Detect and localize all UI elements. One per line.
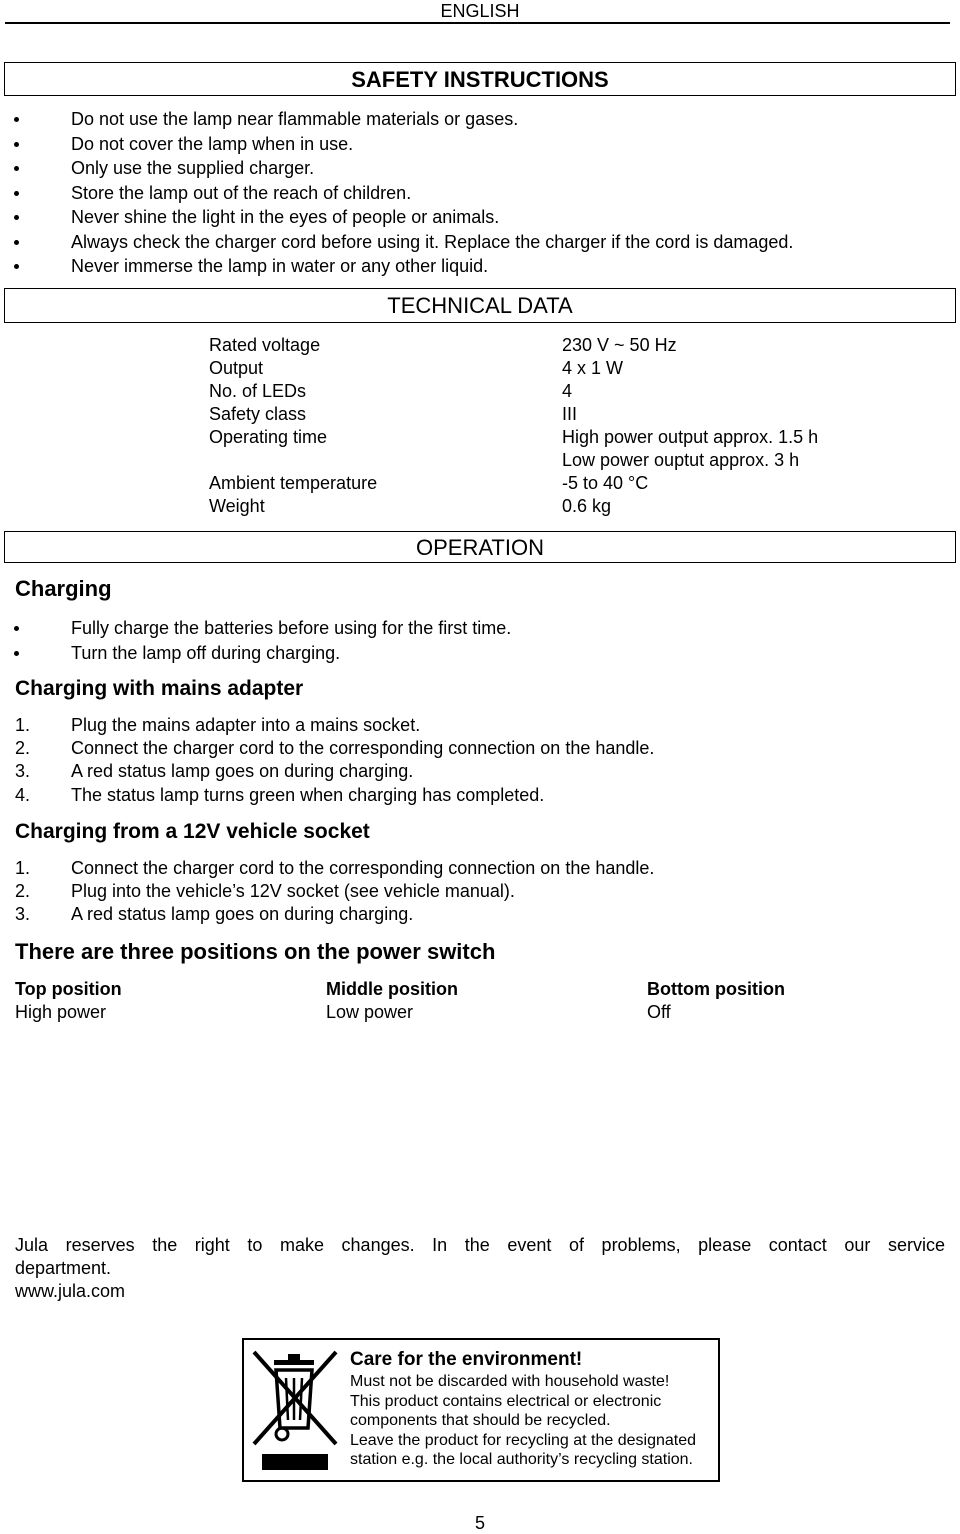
list-item: Turn the lamp off during charging. xyxy=(0,641,511,666)
tech-label: Operating time xyxy=(209,427,328,447)
list-item xyxy=(0,880,654,903)
vehicle-steps xyxy=(0,857,654,927)
safety-title-box xyxy=(4,62,956,96)
list-item xyxy=(0,737,654,760)
footer-line-2: department. xyxy=(15,1258,112,1278)
safety-title: SAFETY INSTRUCTIONS xyxy=(351,67,609,92)
environment-line: components that should be recycled. xyxy=(350,1412,611,1429)
list-item: Always check the charger cord before using it. Replace the charger if the cord is damaged. xyxy=(0,230,793,255)
vehicle-heading: Charging from a 12V vehicle socket xyxy=(15,820,370,843)
environment-line: This product contains electrical or electronic xyxy=(350,1392,662,1410)
list-item: Do not cover the lamp when in use. xyxy=(0,132,793,157)
list-item: Never shine the light in the eyes of people or animals. xyxy=(0,205,793,230)
step-number: 1. xyxy=(15,715,31,735)
environment-line: station e.g. the local authority’s recycling station. xyxy=(350,1451,693,1468)
page-number: 5 xyxy=(474,1513,485,1533)
list-item xyxy=(0,760,654,783)
tech-value: Low power ouptut approx. 3 h xyxy=(562,450,800,470)
operation-title-box xyxy=(4,531,956,563)
charging-heading: Charging xyxy=(15,576,112,601)
list-item xyxy=(0,784,654,807)
header-language: ENGLISH xyxy=(440,1,520,21)
step-number: 3. xyxy=(15,761,31,782)
safety-list xyxy=(0,107,793,279)
position-title: Middle position xyxy=(326,979,458,999)
charging-list xyxy=(0,616,511,665)
tech-label: Rated voltage xyxy=(209,335,321,355)
list-item: Never immerse the lamp in water or any other liquid. xyxy=(0,254,793,279)
position-value: High power xyxy=(15,1002,107,1022)
list-item xyxy=(0,903,654,926)
list-item: Store the lamp out of the reach of children. xyxy=(0,181,793,206)
position-value: Low power xyxy=(326,1002,414,1022)
tech-label: No. of LEDs xyxy=(209,381,307,401)
footer-url: www.jula.com xyxy=(15,1281,126,1301)
tech-value: 0.6 kg xyxy=(562,496,612,516)
footer-line-1: Jula reserves the right to make changes. In the event of problems, please contact our service xyxy=(15,1235,945,1255)
step-number: 1. xyxy=(15,858,31,878)
tech-label: Ambient temperature xyxy=(209,473,378,493)
mains-heading: Charging with mains adapter xyxy=(15,677,304,700)
list-item: Fully charge the batteries before using for the first time. xyxy=(0,616,511,641)
step-number: 2. xyxy=(15,881,31,902)
list-item: Do not use the lamp near flammable materials or gases. xyxy=(0,107,793,132)
environment-text xyxy=(350,1348,696,1470)
position-title: Bottom position xyxy=(647,979,785,999)
tech-label: Weight xyxy=(209,496,265,516)
footer-text xyxy=(15,1234,945,1303)
technical-title-box xyxy=(4,288,956,323)
tech-value: 230 V ~ 50 Hz xyxy=(562,335,677,355)
step-text: A red status lamp goes on during charging. xyxy=(71,761,414,782)
tech-value: -5 to 40 °C xyxy=(562,473,649,493)
environment-title: Care for the environment! xyxy=(350,1349,583,1370)
operation-title: OPERATION xyxy=(416,535,544,560)
step-text: Connect the charger cord to the corresponding connection on the handle. xyxy=(71,858,655,878)
tech-label: Safety class xyxy=(209,404,307,424)
step-text: Connect the charger cord to the corresponding connection on the handle. xyxy=(71,738,655,759)
list-item xyxy=(0,857,654,880)
switch-heading: There are three positions on the power switch xyxy=(15,939,496,964)
step-number: 3. xyxy=(15,904,31,925)
header-rule xyxy=(5,22,950,24)
position-title: Top position xyxy=(15,979,122,999)
step-number: 2. xyxy=(15,738,31,759)
tech-value: 4 x 1 W xyxy=(562,358,624,378)
mains-steps xyxy=(0,714,654,807)
technical-title: TECHNICAL DATA xyxy=(387,293,573,318)
list-item: Only use the supplied charger. xyxy=(0,156,793,181)
switch-position-bottom xyxy=(647,978,785,1024)
step-number: 4. xyxy=(15,784,31,805)
tech-label: Output xyxy=(209,358,264,378)
tech-value: III xyxy=(562,404,578,424)
environment-line: Leave the product for recycling at the designated xyxy=(350,1431,696,1449)
step-text: The status lamp turns green when charging has completed. xyxy=(71,784,545,805)
tech-value: 4 xyxy=(562,381,573,401)
tech-value: High power output approx. 1.5 h xyxy=(562,427,819,447)
environment-line: Must not be discarded with household waste! xyxy=(350,1373,670,1390)
switch-position-top xyxy=(15,978,122,1024)
switch-position-middle xyxy=(326,978,458,1024)
environment-notice xyxy=(242,1338,720,1482)
step-text: Plug the mains adapter into a mains socket. xyxy=(71,715,421,735)
step-text: Plug into the vehicle’s 12V socket (see vehicle manual). xyxy=(71,881,515,902)
list-item xyxy=(0,714,654,737)
crossed-out-wheelie-bin-icon xyxy=(248,1348,344,1476)
step-text: A red status lamp goes on during charging. xyxy=(71,904,414,925)
position-value: Off xyxy=(647,1002,671,1022)
